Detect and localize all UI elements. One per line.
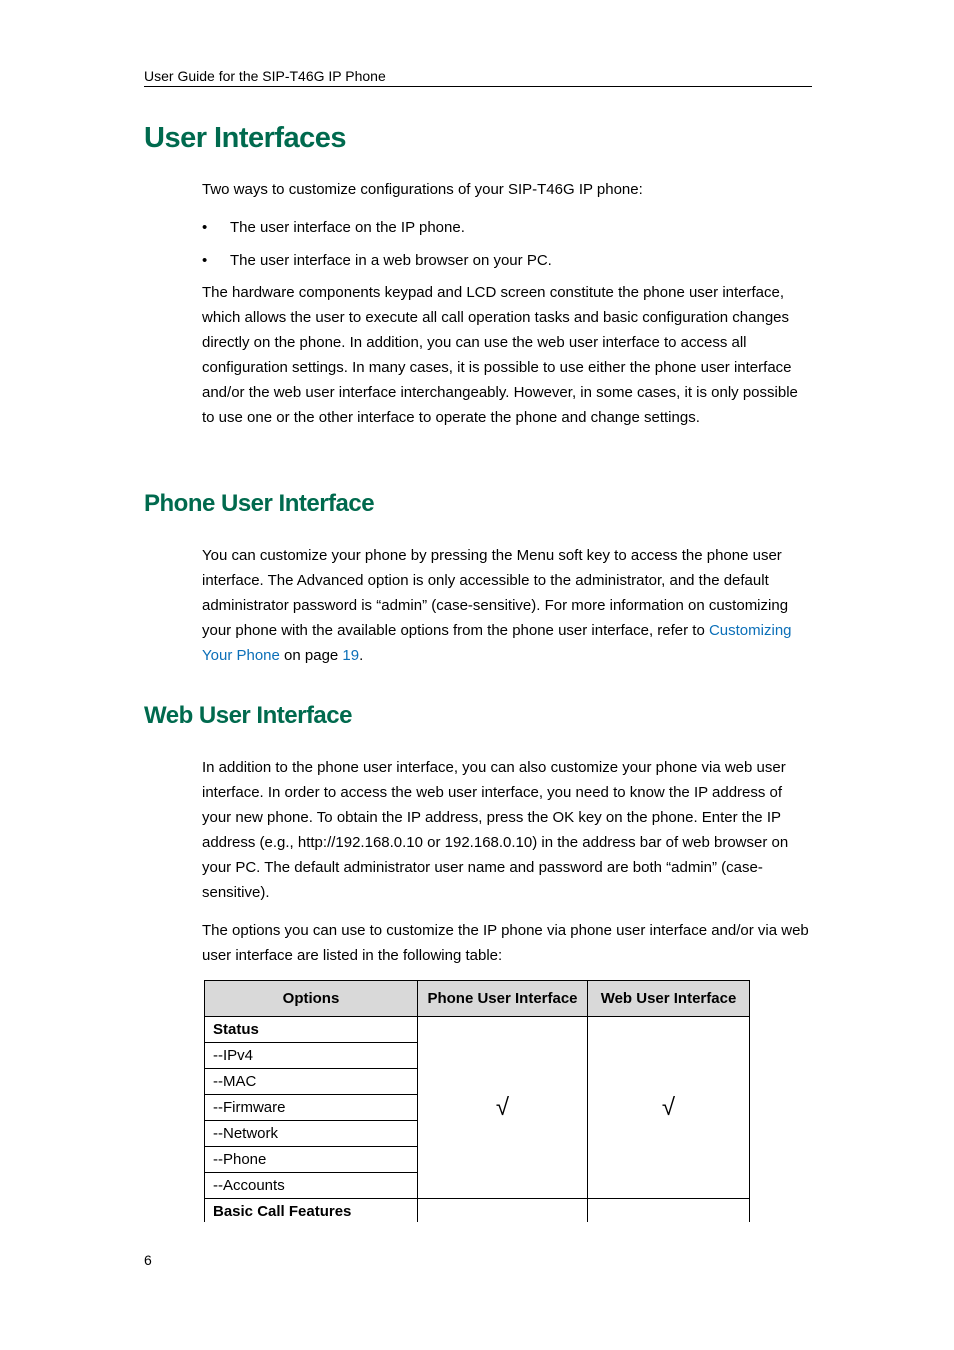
check-mark-web-status: √ — [588, 1017, 750, 1199]
bullet-list — [202, 215, 552, 281]
link-customizing-your-phone[interactable]: Customizing Your Phone — [202, 622, 792, 664]
table-header-web-ui: Web User Interface — [588, 981, 750, 1017]
table-row: --MAC — [205, 1069, 418, 1095]
table-row-basic-call-features: Basic Call Features — [205, 1199, 418, 1225]
table-row: --Accounts — [205, 1173, 418, 1199]
check-mark-phone-status: √ — [418, 1017, 588, 1199]
paragraph-table-intro: The options you can use to customize the IP phone via phone user interface and/or via web user interface are listed in the following table: — [202, 922, 809, 964]
section-title-web-ui: Web User Interface — [144, 702, 352, 729]
bullet-icon: • — [202, 219, 208, 236]
table-cell-empty — [588, 1199, 750, 1225]
table-row-status: Status — [205, 1017, 418, 1043]
table-row: --IPv4 — [205, 1043, 418, 1069]
paragraph-phone-ui: You can customize your phone by pressing the Menu soft key to access the phone user interface. The Advanced option is only accessible to the administrator, and the default administrator password is “admin” (case-sensitive). For more information on customizing your phone with the available options from the phone user interface, refer to Customizing Your Phone on page 19. — [202, 547, 792, 664]
link-page-19[interactable]: 19 — [342, 647, 360, 664]
page-number: 6 — [144, 1252, 152, 1268]
table-row: --Firmware — [205, 1095, 418, 1121]
table-header-options: Options — [205, 981, 418, 1017]
table-row: --Network — [205, 1121, 418, 1147]
options-table — [204, 980, 750, 1225]
bullet-item: • The user interface on the IP phone. — [202, 215, 552, 248]
table-row: --Phone — [205, 1147, 418, 1173]
section-title-user-interfaces: User Interfaces — [144, 122, 347, 154]
table-cell-empty — [418, 1199, 588, 1225]
table-header-phone-ui: Phone User Interface — [418, 981, 588, 1017]
page-bottom-clip — [200, 1222, 760, 1252]
page-header: User Guide for the SIP-T46G IP Phone — [144, 68, 812, 87]
paragraph-hardware: The hardware components keypad and LCD screen constitute the phone user interface, which allows the user to execute all call operation tasks and basic configuration changes directly on the phone. In addition, you can use the web user interface to access all configuration settings. In many cases, it is possible to use either the phone user interface and/or the web user interface interchangeably. However, in some cases, it is only possible to use one or the other interface to operate the phone and change settings. — [202, 284, 798, 426]
intro-text: Two ways to customize configurations of your SIP-T46G IP phone: — [202, 181, 643, 198]
paragraph-web-ui: In addition to the phone user interface, you can also customize your phone via web user interface. In order to access the web user interface, you need to know the IP address of your new phone. To obtain the IP address, press the OK key on the phone. Enter the IP address (e.g., http://192.168.0.10 or 192.168.0.10) in the address bar of web browser on your PC. The default administrator user name and password are both “admin” (case-sensitive). — [202, 759, 789, 901]
bullet-icon: • — [202, 252, 208, 269]
bullet-item: • The user interface in a web browser on your PC. — [202, 248, 552, 281]
section-title-phone-ui: Phone User Interface — [144, 490, 375, 517]
